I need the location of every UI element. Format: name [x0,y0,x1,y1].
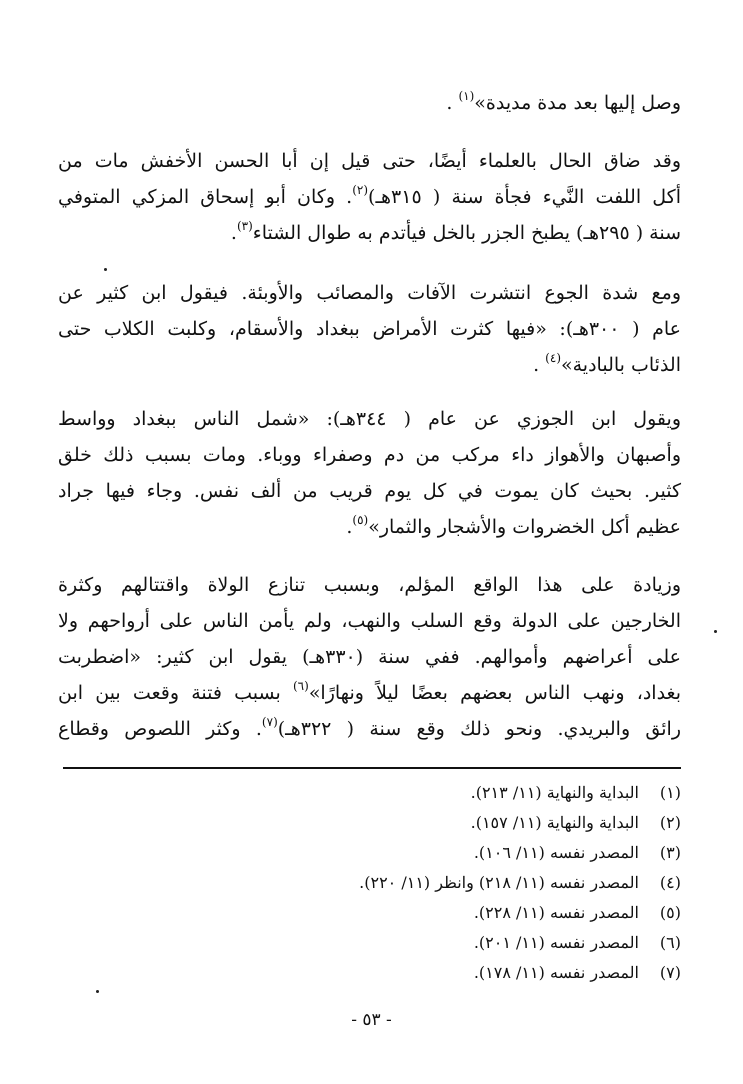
paragraph-line: الخارجين على الدولة وقع السلب والنهب، ولم يأمن الناس على أرواحهم ولا [58,610,681,632]
paragraph-line: عظيم أكل الخضروات والأشجار والثمار»$^{(٥)}$. [346,513,681,538]
paragraph-line: على أعراضهم وأموالهم. ففي سنة (٣٣٠هـ) يقول ابن كثير: «اضطربت [58,646,681,668]
footnote: (٥)المصدر نفسه (١١/ ٢٢٨). [473,903,681,922]
footnote: (٣)المصدر نفسه (١١/ ١٠٦). [473,843,681,862]
paragraph-line: ومع شدة الجوع انتشرت الآفات والمصائب والأوبئة. فيقول ابن كثير عن [58,282,681,304]
footnote: (٧)المصدر نفسه (١١/ ١٧٨). [473,963,681,982]
paragraph-line: وصل إليها بعد مدة مديدة»$^{(١)}$ . [446,89,681,114]
paragraph-line: وأصبهان والأهواز داء مركب من دم وصفراء ووباء. ومات بسبب ذلك خلق [58,444,681,466]
scan-speck [714,630,717,633]
paragraph-line: ويقول ابن الجوزي عن عام ( ٣٤٤هـ): «شمل الناس ببغداد وواسط [58,408,681,430]
paragraph-line: رائق والبريدي. ونحو ذلك وقع سنة ( ٣٢٢هـ)$^{(٧)}$. وكثر اللصوص وقطاع [58,715,681,740]
footnote-divider [63,767,681,769]
scan-speck [104,268,107,271]
paragraph-line: عام ( ٣٠٠هـ): «فيها كثرت الأمراض ببغداد والأسقام، وكلبت الكلاب حتى [58,318,681,340]
paragraph-line: كثير. بحيث كان يموت في كل يوم قريب من ألف نفس. وجاء فيها جراد [58,480,681,502]
paragraph-line: بغداد، ونهب الناس بعضهم بعضًا ليلاً ونهارًا»$^{(٦)}$ بسبب فتنة وقعت بين ابن [58,679,681,704]
footnote: (٢)البداية والنهاية (١١/ ١٥٧). [470,813,681,832]
paragraph-line: الذئاب بالبادية»$^{(٤)}$ . [533,351,681,376]
scan-speck [96,990,99,993]
paragraph-line: وزيادة على هذا الواقع المؤلم، وبسبب تنازع الولاة واقتتالهم وكثرة [58,574,681,596]
footnote: (٦)المصدر نفسه (١١/ ٢٠١). [473,933,681,952]
footnote: (١)البداية والنهاية (١١/ ٢١٣). [470,783,681,802]
paragraph-line: سنة ( ٢٩٥هـ) يطبخ الجزر بالخل فيأتدم به طوال الشتاء$^{(٣)}$. [230,219,681,244]
paragraph-line: أكل اللفت النَّيء فجأة سنة ( ٣١٥هـ)$^{(٢)}$. وكان أبو إسحاق المزكي المتوفي [58,183,681,208]
paragraph-line: وقد ضاق الحال بالعلماء أيضًا، حتى قيل إن أبا الحسن الأخفش مات من [58,150,681,172]
page-number: - ٥٣ - [351,1010,392,1030]
footnote: (٤)المصدر نفسه (١١/ ٢١٨) وانظر (١١/ ٢٢٠). [359,873,681,892]
